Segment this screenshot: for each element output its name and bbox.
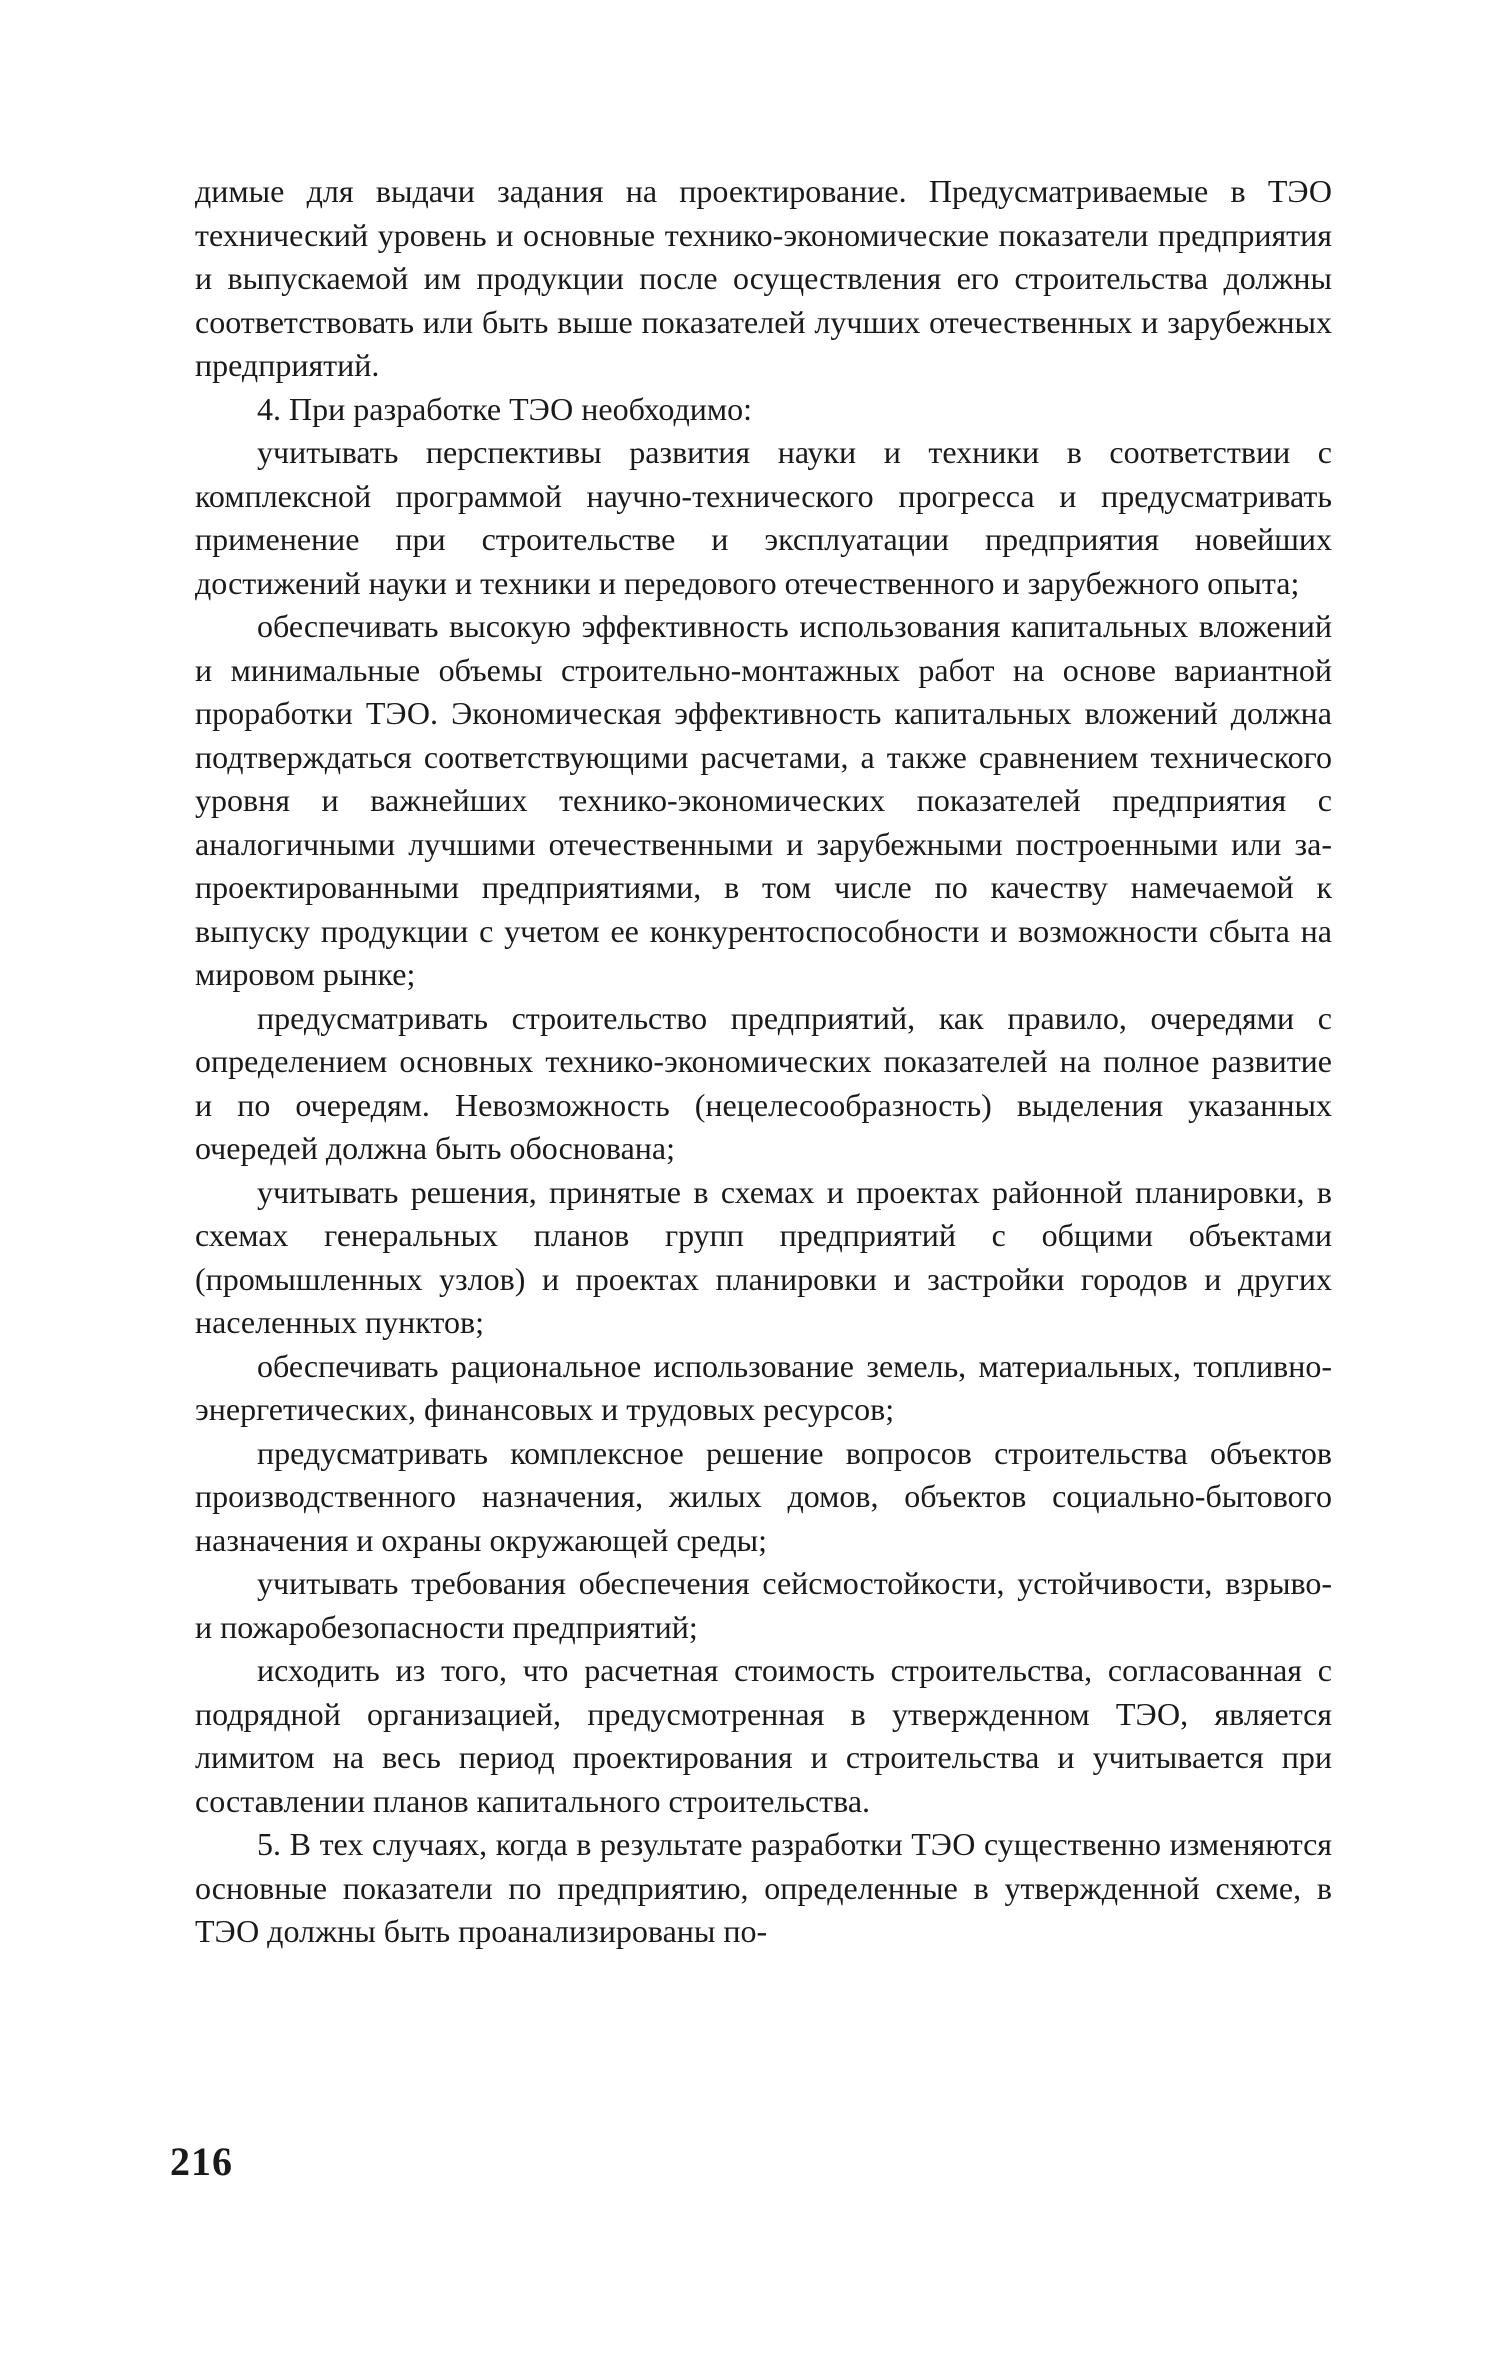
page-number: 216 <box>170 2139 233 2184</box>
paragraph-10: исходить из того, что расчетная стоимость строительства, согласованная с подрядной организацией, предусмотренная в утвержденном ТЭО, является лимитом на весь период проектирования и строительства и учитывается при составлении планов капитального строительства. <box>195 1652 1332 1819</box>
paragraph-8: предусматривать комплексное решение вопросов строительства объектов производственного назначения, жилых домов, объектов социально-бытового назначения и охраны окружающей среды; <box>195 1434 1332 1558</box>
paragraph-3: учитывать перспективы развития науки и техники в соответствии с комплексной программой научно-технического прогресса и предусматривать применение при строительстве и эксплуатации предприятия новейших достижений науки и техники и передового отечественного и зарубежного опыта; <box>195 434 1332 601</box>
paragraph-2: 4. При разработке ТЭО необходимо: <box>257 390 753 427</box>
paragraph-5: предусматривать строительство предприятий, как правило, очередями с определением основных технико-экономических показателей на полное развитие и по очередям. Невозможность (нецелесообразность) выделения указанных очередей должна быть обоснована; <box>195 999 1332 1166</box>
paragraph-1: димые для выдачи задания на проектирование. Предусматриваемые в ТЭО технический уровень и основные технико-экономические показатели предприятия и выпускаемой им продукции после осуществления его строительства должны соответствовать или быть выше показателей лучших отечественных и зарубежных предприятий. <box>195 173 1332 383</box>
page-body <box>195 170 1332 1954</box>
paragraph-6: учитывать решения, принятые в схемах и проектах районной планировки, в схемах генеральных планов групп предприятий с общими объектами (промышленных узлов) и проектах планировки и застройки городов и других населенных пунктов; <box>195 1173 1332 1340</box>
paragraph-7: обеспечивать рациональное использование земель, материальных, топливно-энергетических, финансовых и трудовых ресурсов; <box>195 1347 1332 1427</box>
paragraph-4: обеспечивать высокую эффективность использования капитальных вложений и минимальные объемы строительно-монтажных работ на основе вариантной проработки ТЭО. Экономическая эффективность капитальных вложений должна подтверждаться соответствующими расчетами, а также сравнением технического уровня и важнейших технико-экономических показателей предприятия с аналогичными лучшими отечественными и зарубежными построенными или запроектированными предприятиями, в том числе по качеству намечаемой к выпуску продукции с учетом ее конкурентоспособности и возможности сбыта на мировом рынке; <box>195 608 1332 992</box>
paragraph-9: учитывать требования обеспечения сейсмостойкости, устойчивости, взрыво- и пожаробезопасности предприятий; <box>195 1565 1332 1645</box>
paragraph-11: 5. В тех случаях, когда в результате разработки ТЭО существенно изменяются основные показатели по предприятию, определенные в утвержденной схеме, в ТЭО должны быть проанализированы по- <box>195 1826 1332 1949</box>
